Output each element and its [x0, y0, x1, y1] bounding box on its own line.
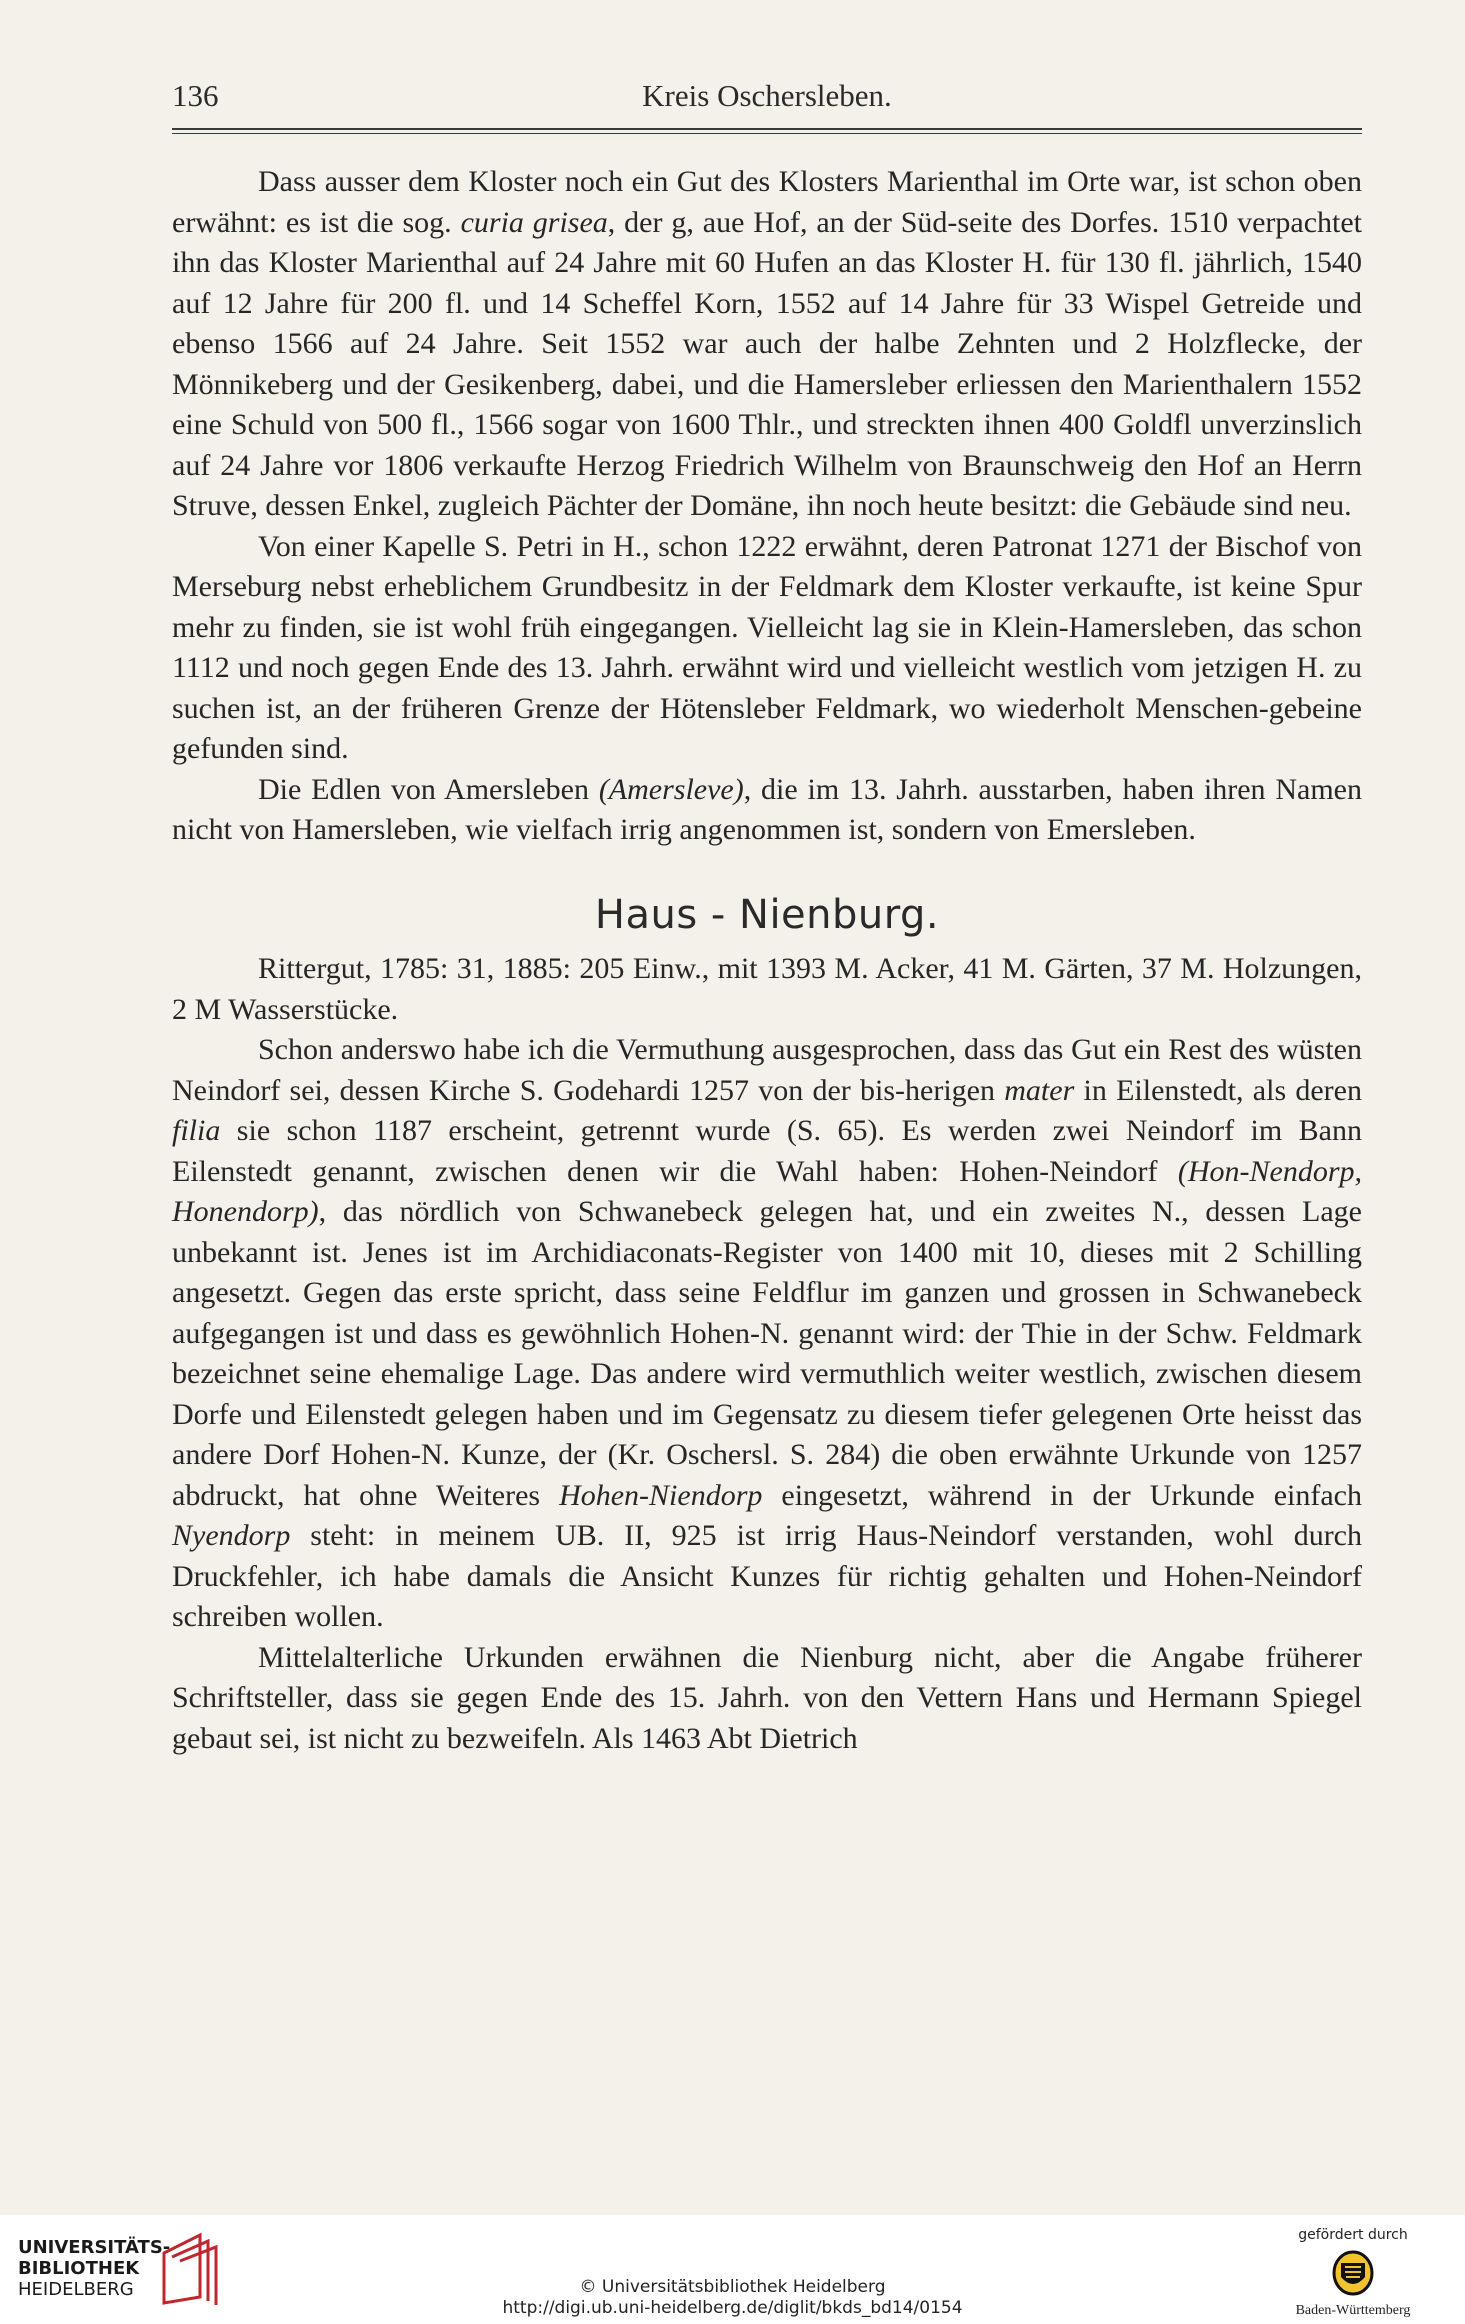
- text-run: in Eilenstedt, als deren: [1074, 1073, 1362, 1107]
- italic-text: curia grisea: [460, 205, 608, 239]
- text-run: Von einer Kapelle S. Petri in H., schon 1222 erwähnt, deren Patronat 1271 der Bischof von Merseburg nebst erheblichem Grundbesitz in der Feldmark dem Kloster verkaufte, ist keine Spur mehr zu finden, sie ist wohl früh eingegangen. Vielleicht lag sie in Klein-Hamersleben, das schon 1112 und noch gegen Ende des 13. Jahrh. erwähnt wird und vielleicht westlich vom jetzigen H. zu suchen ist, an der früheren Grenze der Hötensleber Feldmark, wo wiederholt Menschen-gebeine gefunden sind.: [172, 529, 1362, 765]
- page-number: 136: [172, 78, 219, 113]
- ub-heidelberg-logo-icon: [158, 2229, 220, 2309]
- library-name-line1: UNIVERSITÄTS-: [18, 2237, 171, 2258]
- paragraph: [172, 1030, 1362, 1638]
- italic-text: (Hon-Nendorp, Honendorp): [172, 1154, 1362, 1228]
- italic-text: Hohen-Niendorp: [559, 1478, 763, 1512]
- paragraph: [172, 949, 1362, 1030]
- page-header: [172, 78, 1362, 128]
- paragraph: [172, 162, 1362, 527]
- text-section-after: [172, 949, 1362, 1759]
- text-run: Rittergut, 1785: 31, 1885: 205 Einw., mit 1393 M. Acker, 41 M. Gärten, 37 M. Holzungen, 2 M Wasserstücke.: [172, 952, 1362, 1026]
- copyright-notice: © Universitätsbibliothek Heidelberg: [579, 2277, 886, 2297]
- text-run: steht: in meinem UB. II, 925 ist irrig Haus-Neindorf verstanden, wohl durch Druckfehler, ich habe damals die Ansicht Kunzes für richtig gehalten und Hohen-Neindorf schreiben wollen.: [172, 1519, 1362, 1633]
- text-run: Mittelalterliche Urkunden erwähnen die Nienburg nicht, aber die Angabe früherer Schriftsteller, dass sie gegen Ende des 15. Jahrh. von den Vettern Hans und Hermann Spiegel gebaut sei, ist nicht zu bezweifeln. Als 1463 Abt Dietrich: [172, 1640, 1362, 1755]
- paragraph: [172, 770, 1362, 851]
- section-title: Haus - Nienburg.: [594, 891, 940, 938]
- italic-text: Nyendorp: [172, 1519, 291, 1552]
- italic-text: mater: [1004, 1073, 1075, 1107]
- running-title: Kreis Oschersleben.: [642, 78, 892, 113]
- baden-wuerttemberg-emblem-icon: [1331, 2249, 1375, 2297]
- text-run: Dass ausser dem Kloster noch ein Gut des Klosters Marienthal im Orte war, ist schon oben erwähnt: es ist die sog.: [172, 165, 1362, 239]
- italic-text: filia: [172, 1114, 221, 1147]
- header-rule: [172, 128, 1362, 134]
- paragraph: [172, 1638, 1362, 1760]
- text-section-before: [172, 162, 1362, 851]
- text-run: Die Edlen von Amersleben: [258, 772, 599, 806]
- italic-text: (Amersleve): [598, 772, 744, 806]
- library-name-line2: BIBLIOTHEK: [18, 2258, 140, 2279]
- text-run: , der g, aue Hof, an der Süd-seite des Dorfes. 1510 verpachtet ihn das Kloster Marienthal auf 24 Jahre mit 60 Hufen an das Kloster H. für 130 fl. jährlich, 1540 auf 12 Jahre für 200 fl. und 14 Scheffel Korn, 1552 auf 14 Jahre für 33 Wispel Getreide und ebenso 1566 auf 24 Jahre. Seit 1552 war auch der halbe Zehnten und 2 Holzflecke, der Mönnikeberg und der Gesikenberg, dabei, und die Hamersleber erliessen den Marienthalern 1552 eine Schuld von 500 fl., 1566 sogar von 1600 Thlr., und streckten ihnen 400 Goldfl unverzinslich auf 24 Jahre vor 1806 verkaufte Herzog Friedrich Wilhelm von Braunschweig den Hof an Herrn Struve, dessen Enkel, zugleich Pächter der Domäne, ihn noch heute besitzt: die Gebäude sind neu.: [172, 205, 1362, 522]
- library-name-line3: HEIDELBERG: [18, 2279, 134, 2300]
- text-run: eingesetzt, während in der Urkunde einfach: [762, 1478, 1362, 1512]
- funded-by-block: [1263, 2227, 1443, 2319]
- paragraph: [172, 527, 1362, 770]
- citation-url[interactable]: http://digi.ub.uni-heidelberg.de/diglit/bkds_bd14/0154: [502, 2298, 963, 2318]
- funder-name: Baden-Württemberg: [1295, 2303, 1411, 2318]
- funded-by-label: gefördert durch: [1298, 2227, 1408, 2243]
- text-run: , das nördlich von Schwanebeck gelegen hat, und ein zweites N., dessen Lage unbekannt ist. Jenes ist im Archidiaconats-Register von 1400 mit 10, dieses mit 2 Schilling angesetzt. Gegen das erste spricht, dass seine Feldflur im ganzen und grossen in Schwanebeck aufgegangen ist und dass es gewöhnlich Hohen-N. genannt wird: der Thie in der Schw. Feldmark bezeichnet seine ehemalige Lage. Das andere wird vermuthlich weiter westlich, zwischen diesem Dorfe und Eilenstedt gelegen haben und im Gegensatz zu diesem tiefer gelegenen Orte heisst das andere Dorf Hohen-N. Kunze, der (Kr. Oschersl. S. 284) die oben erwähnte Urkunde von 1257 abdruckt, hat ohne Weiteres: [172, 1195, 1362, 1512]
- text-run: Schon anderswo habe ich die Vermuthung ausgesprochen, dass das Gut ein Rest des wüsten Neindorf sei, dessen Kirche S. Godehardi 1257 von der bis-herigen: [172, 1033, 1362, 1107]
- text-run: sie schon 1187 erscheint, getrennt wurde (S. 65). Es werden zwei Neindorf im Bann Eilenstedt genannt, zwischen denen wir die Wahl haben: Hohen-Neindorf: [172, 1114, 1362, 1188]
- body-text: [172, 162, 1362, 1759]
- footer: [0, 2215, 1465, 2324]
- library-logo[interactable]: [18, 2229, 228, 2309]
- text-run: , die im 13. Jahrh. ausstarben, haben ihren Namen nicht von Hamersleben, wie vielfach irrig angenommen ist, sondern von Emersleben.: [172, 772, 1362, 846]
